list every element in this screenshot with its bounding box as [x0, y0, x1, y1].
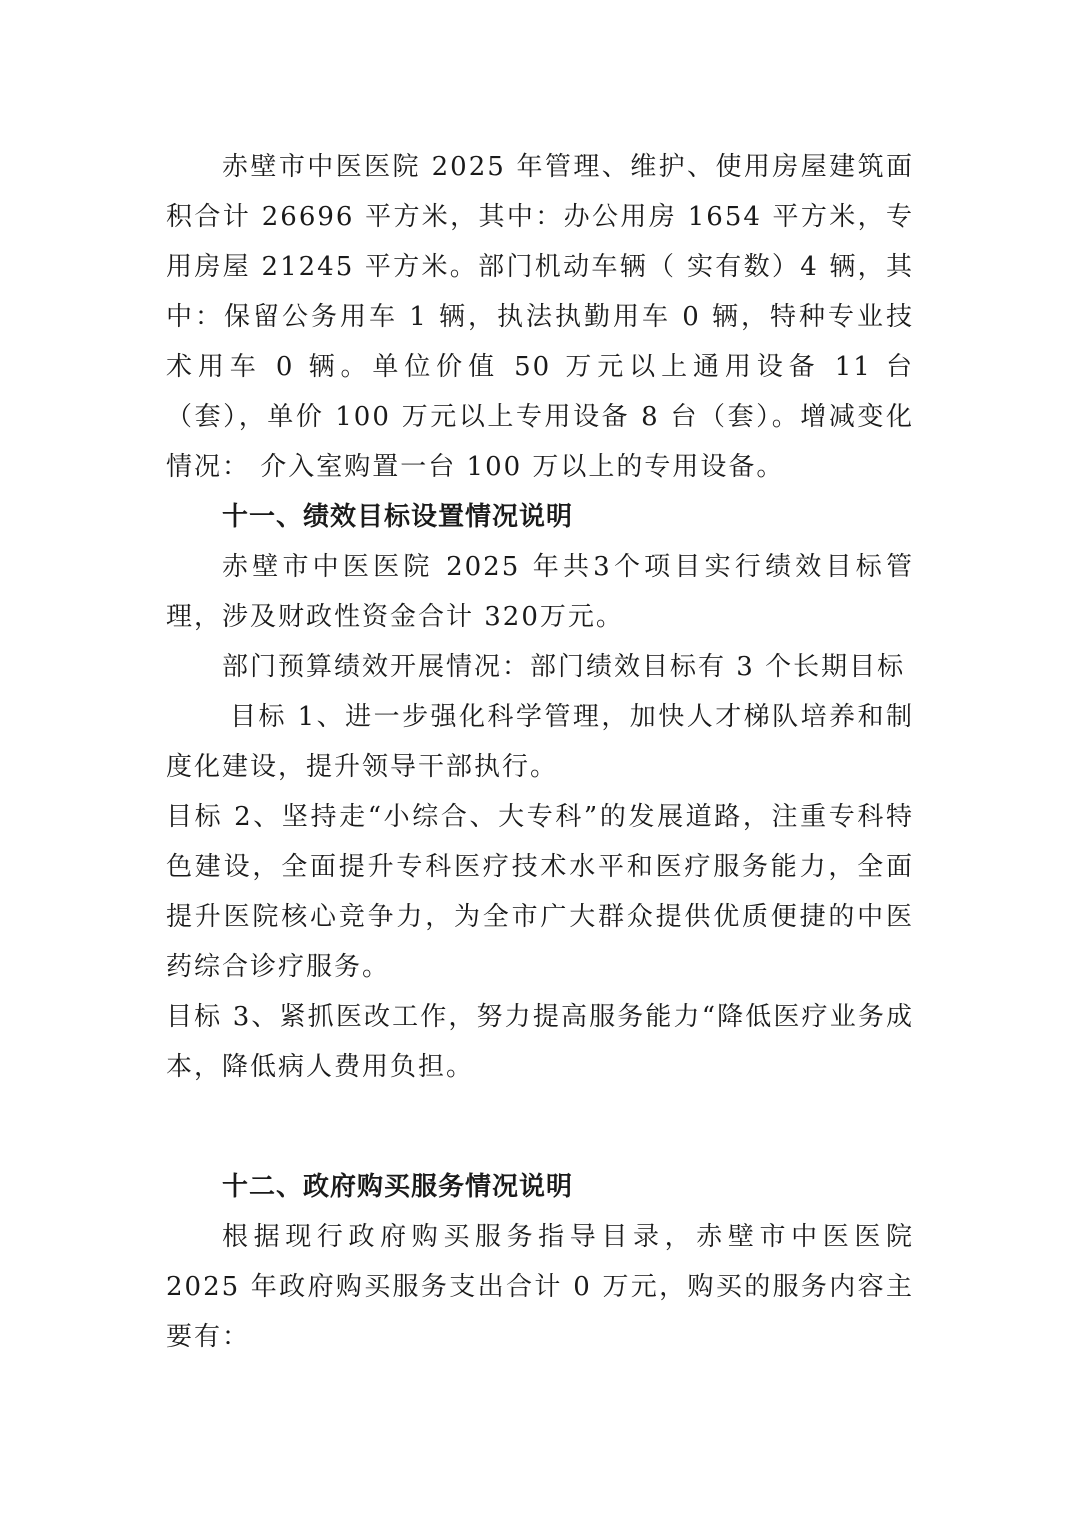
goal-2-paragraph: 目标 2、坚持走“小综合、大专科”的发展道路，注重专科特色建设，全面提升专科医疗技术水平和医疗服务能力，全面提升医院核心竞争力，为全市广大群众提供优质便捷的中医药综合诊疗服务。: [166, 802, 914, 982]
section-spacer: [166, 1092, 914, 1162]
document-body: [166, 142, 914, 1362]
goal-3-paragraph: 目标 3、紧抓医改工作，努力提高服务能力“降低医疗业务成本，降低病人费用负担。: [166, 1002, 914, 1082]
goal-1-paragraph: 目标 1、进一步强化科学管理，加快人才梯队培养和制度化建设，提升领导干部执行。: [166, 702, 914, 782]
section-12-heading: 十二、政府购买服务情况说明: [222, 1172, 574, 1202]
section-12-paragraph-1: 根据现行政府购买服务指导目录，赤壁市中医医院 2025 年政府购买服务支出合计 0 万元，购买的服务内容主要有：: [166, 1222, 914, 1352]
section-11-heading: 十一、绩效目标设置情况说明: [222, 502, 574, 532]
assets-paragraph: 赤壁市中医医院 2025 年管理、维护、使用房屋建筑面积合计 26696 平方米，其中：办公用房 1654 平方米，专用房屋 21245 平方米。部门机动车辆（ 实有数）4 辆，其中：保留公务用车 1 辆，执法执勤用车 0 辆，特种专业技术用车 0 辆。单位价值 50 万元以上通用设备 11 台（套），单价 100 万元以上专用设备 8 台（套）。增减变化情况： 介入室购置一台 100 万以上的专用设备。: [166, 152, 914, 482]
section-11-paragraph-1: 赤壁市中医医院 2025 年共3个项目实行绩效目标管理，涉及财政性资金合计 320万元。: [166, 552, 914, 632]
section-11-paragraph-2: 部门预算绩效开展情况：部门绩效目标有 3 个长期目标: [222, 652, 906, 682]
